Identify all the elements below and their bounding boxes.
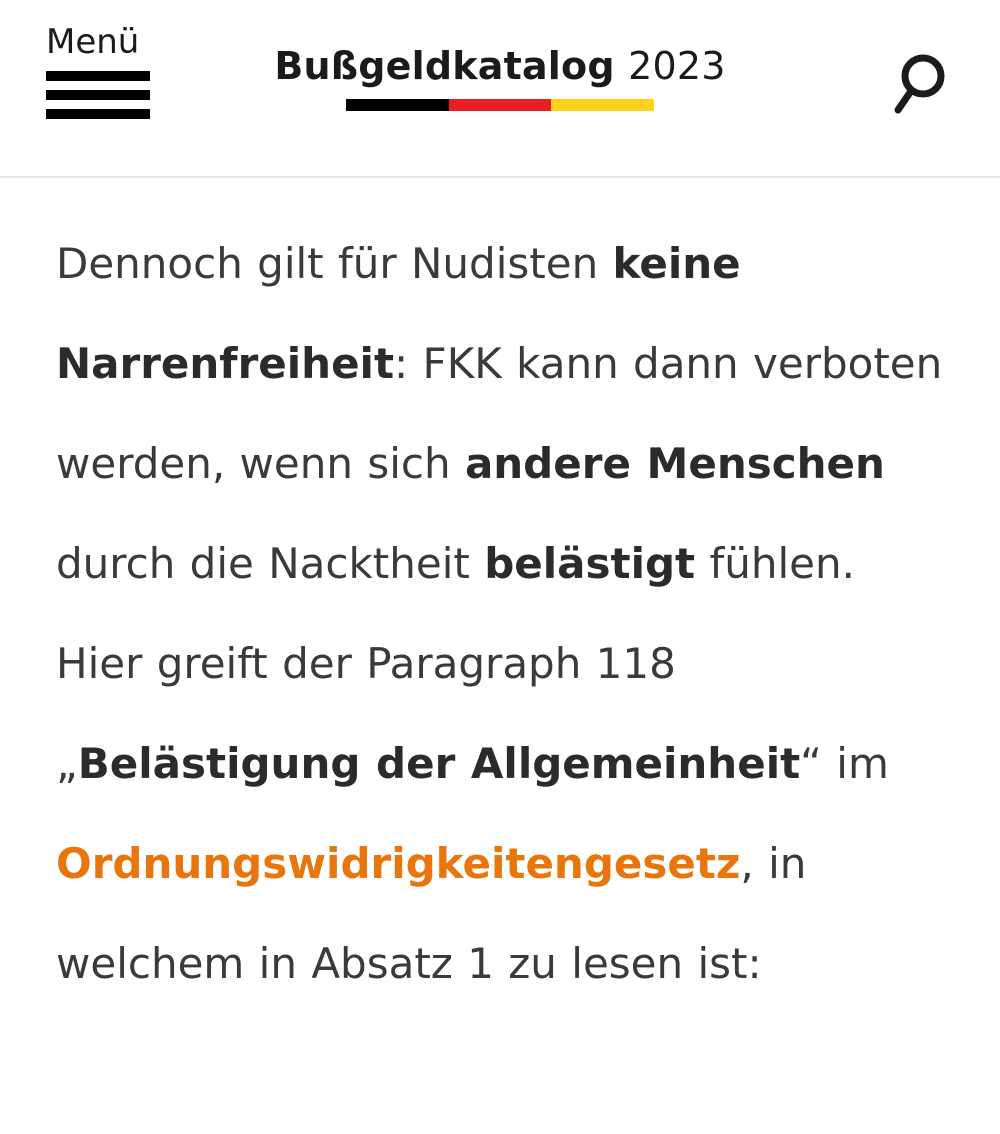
- site-title: [274, 44, 725, 88]
- hamburger-menu-icon[interactable]: [46, 71, 150, 119]
- search-icon[interactable]: [890, 48, 962, 120]
- site-header: [0, 0, 1000, 178]
- text-segment: : FKK kann dann verboten werden, wenn sich: [56, 339, 943, 488]
- text-segment: fühlen. Hier greift der Paragraph 118 „: [56, 539, 855, 788]
- site-title-year: 2023: [628, 44, 726, 88]
- text-bold-segment: keine Narrenfreiheit: [56, 239, 741, 388]
- flag-stripe-black: [346, 99, 449, 111]
- menu-button[interactable]: [46, 22, 161, 119]
- ordnungswidrigkeitengesetz-link[interactable]: Ordnungswidrigkeitengesetz: [56, 839, 741, 888]
- text-bold-segment: Belästigung der Allgemeinheit: [77, 739, 801, 788]
- text-segment: , in welchem in Absatz 1 zu lesen ist:: [56, 839, 807, 988]
- article-content: [0, 178, 1000, 1014]
- text-segment: Dennoch gilt für Nudisten: [56, 239, 613, 288]
- text-segment: “ im: [800, 739, 889, 788]
- article-paragraph: [56, 214, 948, 1014]
- hamburger-bar: [46, 109, 150, 119]
- flag-stripe-red: [449, 99, 552, 111]
- text-bold-segment: andere Menschen: [464, 439, 885, 488]
- menu-button-label: Menü: [46, 22, 140, 62]
- text-segment: durch die Nacktheit: [56, 539, 485, 588]
- hamburger-bar: [46, 71, 150, 81]
- site-title-text: Bußgeldkatalog: [274, 44, 615, 88]
- flag-stripe-gold: [551, 99, 654, 111]
- german-flag-underline: [346, 99, 654, 111]
- hamburger-bar: [46, 90, 150, 100]
- text-bold-segment: belästigt: [484, 539, 696, 588]
